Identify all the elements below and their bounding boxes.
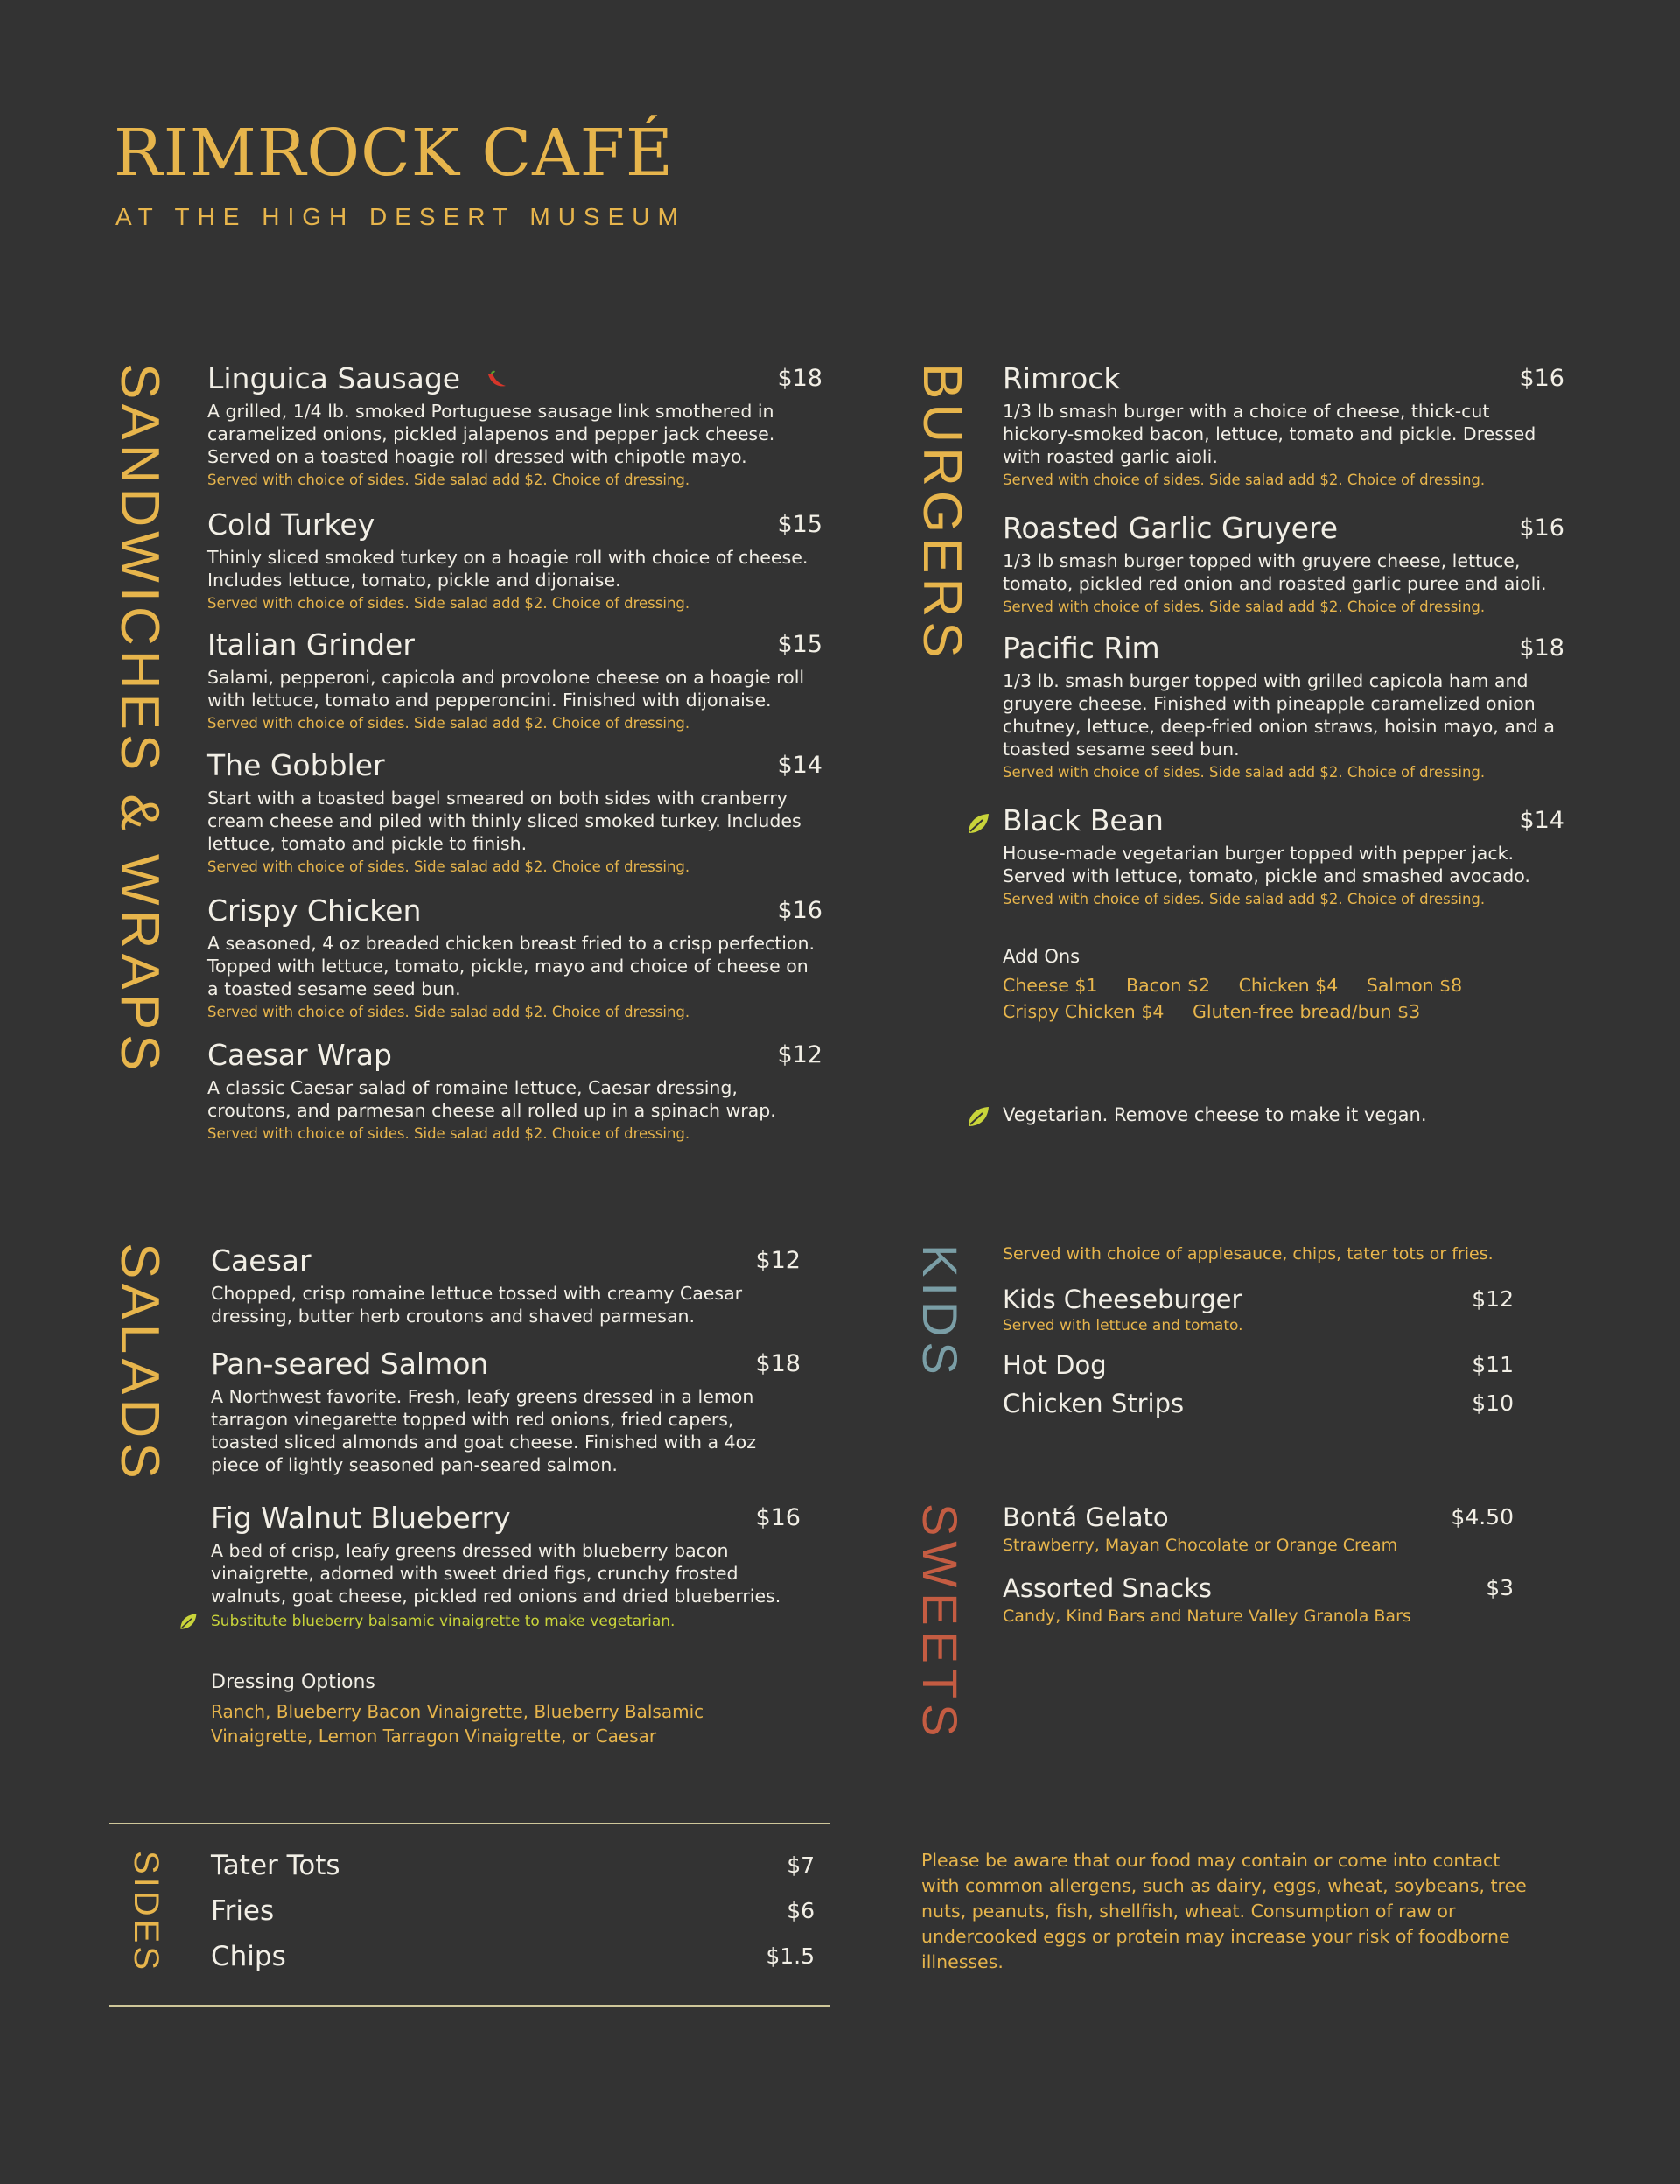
item-note: Served with choice of sides. Side salad add $2. Choice of dressing. [1003,472,1486,488]
item-name: Rimrock [1003,361,1121,396]
item-price: $16 [755,1504,801,1531]
chili-pepper-icon [486,369,508,388]
section-title-salads: SALADS [109,1242,170,1483]
item-price: $3 [1486,1575,1514,1600]
item-price: $12 [777,1041,822,1068]
item-description: A seasoned, 4 oz breaded chicken breast fried to a crisp perfection. Topped with lettuce, tomato, pickle, mayo and choice of cheese on a toasted sesame seed bun. [207,933,816,999]
section-title-sides: SIDES [127,1851,165,1974]
item-price: $16 [1519,514,1564,542]
kids-item-chicken-strips [1003,1386,1514,1421]
leaf-icon [178,1612,198,1631]
sides-top-divider [108,1823,830,1824]
item-name: Caesar Wrap [207,1038,392,1072]
menu-item-black-bean [1003,803,1564,910]
item-price: $7 [787,1852,815,1878]
vegetarian-legend: Vegetarian. Remove cheese to make it vegan. [1003,1104,1427,1125]
side-item-chips [211,1937,815,1976]
menu-item-rimrock [1003,361,1564,491]
menu-item-pacific-rim [1003,631,1564,783]
item-name: Black Bean [1003,803,1164,837]
addons-line-1: Cheese $1 Bacon $2 Chicken $4 Salmon $8 [1003,975,1463,996]
item-description: A grilled, 1/4 lb. smoked Portuguese sausage link smothered in caramelized onions, pickled jalapenos and pepper jack cheese. Served on a toasted hoagie roll dressed with chipotle mayo. [207,401,775,467]
item-name: Fries [211,1895,275,1927]
item-price: $11 [1472,1352,1514,1377]
side-item-fries [211,1892,815,1930]
section-title-burgers: BURGERS [912,363,972,662]
item-name: Crispy Chicken [207,893,422,928]
item-note: Served with choice of sides. Side salad add $2. Choice of dressing. [207,1004,690,1020]
kids-cheeseburger-note: Served with lettuce and tomato. [1003,1317,1243,1334]
cafe-subtitle: AT THE HIGH DESERT MUSEUM [116,203,686,230]
sweets-item-gelato [1003,1500,1514,1535]
leaf-icon [966,1104,990,1129]
item-description: 1/3 lb smash burger with a choice of cheese, thick-cut hickory-smoked bacon, lettuce, tomato and pickle. Dressed with roasted garlic aioli. [1003,401,1536,467]
addons-label: Add Ons [1003,946,1081,967]
item-note: Served with choice of sides. Side salad add $2. Choice of dressing. [207,858,690,875]
item-description: A Northwest favorite. Fresh, leafy greens dressed in a lemon tarragon vinegarette topped with red onions, fried capers, toasted sliced almonds and goat cheese. Finished with a 4oz piece of lightly seasoned pan-seared salmon. [211,1386,756,1475]
sides-bottom-divider [108,2006,830,2007]
item-name: Chips [211,1941,286,1972]
item-price: $18 [777,365,822,392]
allergen-notice: Please be aware that our food may contain or come into contact with common allergens, such as dairy, eggs, wheat, soybeans, tree nuts, peanuts, fish, shellfish, wheat. Consumption of raw or undercooked eggs or protein may increase your risk of foodborne illnesses. [921,1850,1527,1972]
kids-item-hot-dog [1003,1348,1514,1382]
section-title-sweets: SWEETS [913,1503,968,1742]
item-price: $16 [777,897,822,924]
item-price: $15 [777,511,822,538]
item-name: Caesar [211,1243,312,1278]
item-price: $6 [787,1898,815,1923]
item-name: Fig Walnut Blueberry [211,1501,511,1535]
item-note: Served with choice of sides. Side salad add $2. Choice of dressing. [207,595,690,612]
menu-item-crispy-chicken [207,893,822,1023]
item-name: Kids Cheeseburger [1003,1284,1242,1314]
item-name: Cold Turkey [207,508,375,542]
menu-item-linguica-sausage [207,361,822,491]
item-name: Roasted Garlic Gruyere [1003,511,1339,545]
item-description: A bed of crisp, leafy greens dressed with blueberry bacon vinaigrette, adorned with sweet dried figs, crunchy frosted walnuts, goat cheese, pickled red onions and dried blueberries. [211,1540,781,1606]
item-name: Pacific Rim [1003,631,1160,665]
menu-item-italian-grinder [207,627,822,734]
item-price: $18 [755,1350,801,1377]
item-price: $15 [777,631,822,658]
gelato-description: Strawberry, Mayan Chocolate or Orange Cream [1003,1536,1398,1555]
menu-item-cold-turkey [207,508,822,614]
item-price: $16 [1519,365,1564,392]
item-name: Chicken Strips [1003,1389,1185,1418]
item-description: 1/3 lb. smash burger topped with grilled capicola ham and gruyere cheese. Finished with pineapple caramelized onion chutney, lettuce, deep-fried onion straws, hoisin mayo, and a toasted sesame seed bun. [1003,670,1555,760]
salad-vegetarian-note: Substitute blueberry balsamic vinaigrette to make vegetarian. [211,1613,676,1630]
item-description: A classic Caesar salad of romaine lettuce, Caesar dressing, croutons, and parmesan cheese all rolled up in a spinach wrap. [207,1077,776,1121]
item-name: Hot Dog [1003,1350,1107,1380]
menu-item-fig-walnut-blueberry [211,1501,799,1607]
item-name: Italian Grinder [207,627,415,662]
menu-item-caesar-wrap [207,1038,822,1144]
item-price: $18 [1519,634,1564,662]
item-description: Salami, pepperoni, capicola and provolone cheese on a hoagie roll with lettuce, tomato and pepperoncini. Finished with dijonaise. [207,667,805,710]
item-note: Served with choice of sides. Side salad add $2. Choice of dressing. [207,472,690,488]
item-name: Pan-seared Salmon [211,1347,489,1381]
dressing-options-list: Ranch, Blueberry Bacon Vinaigrette, Blueberry Balsamic Vinaigrette, Lemon Tarragon Vinaigrette, or Caesar [211,1701,704,1746]
leaf-icon [966,811,990,836]
item-price: $10 [1472,1390,1514,1416]
sweets-item-assorted-snacks [1003,1571,1514,1606]
item-price: $12 [1472,1286,1514,1312]
addons-line-2: Crispy Chicken $4 Gluten-free bread/bun $3 [1003,1001,1421,1022]
menu-item-pan-seared-salmon [211,1347,799,1476]
item-name: Bontá Gelato [1003,1502,1169,1532]
item-note: Served with choice of sides. Side salad add $2. Choice of dressing. [1003,764,1486,780]
item-price: $4.50 [1451,1504,1514,1530]
item-description: House-made vegetarian burger topped with pepper jack. Served with lettuce, tomato, pickle and smashed avocado. [1003,843,1530,886]
item-price: $14 [777,752,822,779]
item-price: $14 [1519,807,1564,834]
snacks-description: Candy, Kind Bars and Nature Valley Granola Bars [1003,1606,1411,1626]
item-description: Thinly sliced smoked turkey on a hoagie roll with choice of cheese. Includes lettuce, tomato, pickle and dijonaise. [207,547,808,591]
section-title-sandwiches: SANDWICHES & WRAPS [109,363,170,1075]
dressing-options-label: Dressing Options [211,1671,375,1693]
item-note: Served with choice of sides. Side salad add $2. Choice of dressing. [1003,891,1486,907]
item-description: Chopped, crisp romaine lettuce tossed with creamy Caesar dressing, butter herb croutons and shaved parmesan. [211,1283,743,1326]
section-title-kids: KIDS [913,1244,968,1380]
item-price: $1.5 [766,1943,815,1969]
item-name: Assorted Snacks [1003,1573,1212,1603]
item-note: Served with choice of sides. Side salad add $2. Choice of dressing. [207,1125,690,1142]
kids-item-cheeseburger [1003,1282,1514,1317]
kids-served-note: Served with choice of applesauce, chips, tater tots or fries. [1003,1244,1494,1264]
cafe-title: RIMROCK CAFÉ [114,116,674,191]
item-description: 1/3 lb smash burger topped with gruyere cheese, lettuce, tomato, pickled red onion and roasted garlic puree and aioli. [1003,550,1547,594]
item-price: $12 [755,1247,801,1274]
item-description: Start with a toasted bagel smeared on both sides with cranberry cream cheese and piled with thinly sliced smoked turkey. Includes lettuce, tomato and pickle to finish. [207,788,802,854]
side-item-tater-tots [211,1846,815,1885]
menu-item-roasted-garlic-gruyere [1003,511,1564,618]
item-note: Served with choice of sides. Side salad add $2. Choice of dressing. [207,715,690,732]
item-name: The Gobbler [207,748,385,782]
item-name: Linguica Sausage [207,361,461,396]
menu-item-caesar-salad [211,1243,799,1327]
menu-item-the-gobbler [207,748,822,878]
item-note: Served with choice of sides. Side salad add $2. Choice of dressing. [1003,598,1486,615]
item-name: Tater Tots [211,1850,340,1881]
